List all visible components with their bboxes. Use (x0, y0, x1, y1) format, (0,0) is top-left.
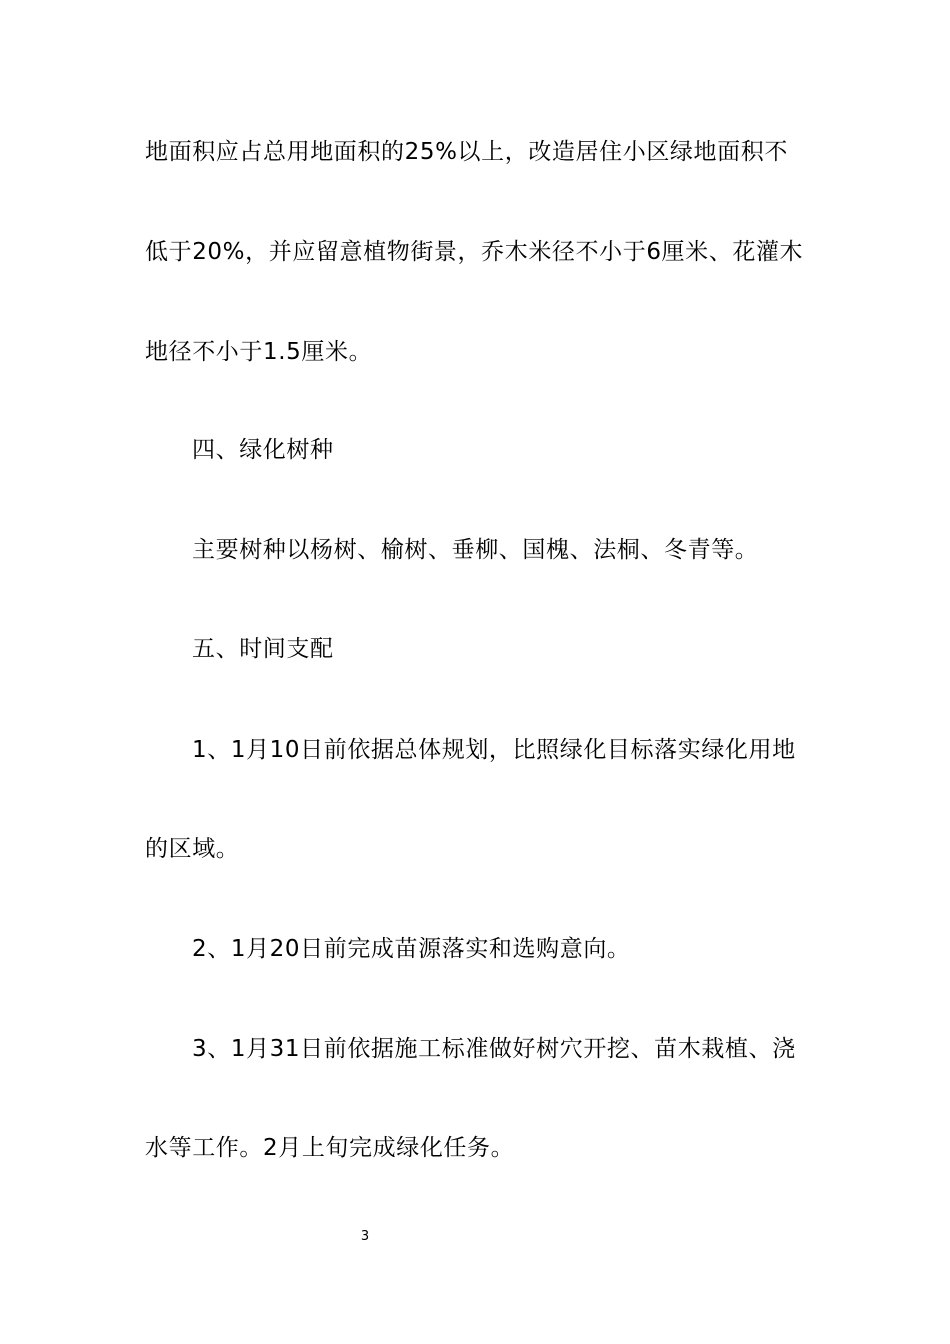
list-item-line: 2、1月20日前完成苗源落实和选购意向。 (192, 936, 631, 962)
paragraph-line: 低于20%，并应留意植物街景，乔木米径不小于6厘米、花灌木 (145, 239, 804, 265)
list-item-line: 的区域。 (145, 836, 240, 862)
list-item-line: 1、1月10日前依据总体规划，比照绿化目标落实绿化用地 (192, 737, 796, 763)
section-heading: 四、绿化树种 (192, 437, 334, 463)
list-item-line: 3、1月31日前依据施工标准做好树穴开挖、苗木栽植、浇 (192, 1036, 796, 1062)
page-number: 3 (360, 1229, 370, 1244)
paragraph-line: 主要树种以杨树、榆树、垂柳、国槐、法桐、冬青等。 (192, 537, 759, 563)
section-heading: 五、时间支配 (192, 636, 334, 662)
list-item-line: 水等工作。2月上旬完成绿化任务。 (145, 1135, 515, 1161)
paragraph-line: 地径不小于1.5厘米。 (145, 339, 373, 365)
paragraph-line: 地面积应占总用地面积的25%以上，改造居住小区绿地面积不 (145, 139, 788, 165)
